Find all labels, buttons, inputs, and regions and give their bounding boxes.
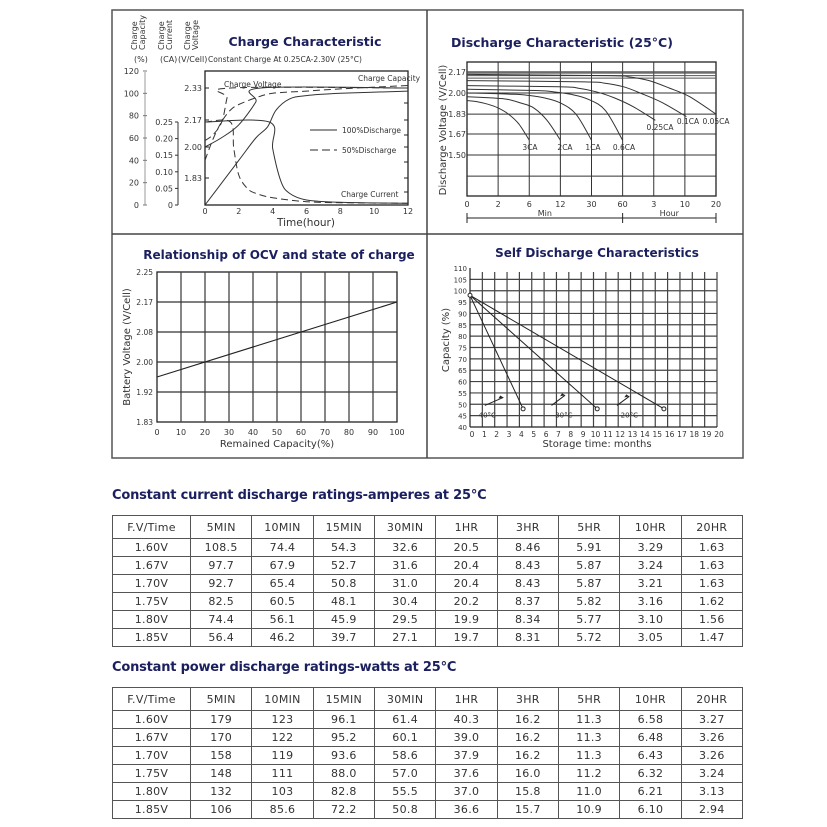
rating-cell: 20.4 <box>436 557 497 575</box>
rating-cell: 55.5 <box>374 783 435 801</box>
x-tick-label: 10 <box>679 200 690 209</box>
rating-cell: 52.7 <box>313 557 374 575</box>
chart-title: Self Discharge Characteristics <box>495 246 699 260</box>
x-tick-label: 0 <box>154 428 160 437</box>
x-tick-label: 60 <box>617 200 628 209</box>
column-header: 30MIN <box>374 516 435 539</box>
y-tick-label: 65 <box>458 367 467 376</box>
x-group-label: Hour <box>659 209 679 218</box>
x-tick-label: 0 <box>202 207 208 216</box>
rating-cell: 30.4 <box>374 593 435 611</box>
axis-header-label: Capacity <box>138 15 147 50</box>
final-voltage-cell: 1.85V <box>113 801 191 819</box>
rating-cell: 122 <box>252 729 313 747</box>
axis-header-label: Voltage <box>191 19 200 50</box>
end-point-marker <box>662 407 666 411</box>
x-tick-label: 3 <box>506 430 512 439</box>
y-tick-label: 90 <box>458 310 467 319</box>
rating-cell: 65.4 <box>252 575 313 593</box>
y-tick-label: 2.00 <box>136 358 153 367</box>
end-point-marker <box>521 407 525 411</box>
x-tick-label: 70 <box>319 428 331 437</box>
power-discharge-table <box>112 687 743 819</box>
rating-cell: 74.4 <box>191 611 252 629</box>
x-tick-label: 20 <box>710 200 722 209</box>
rating-cell: 3.24 <box>620 557 681 575</box>
x-tick-label: 8 <box>337 207 343 216</box>
x-tick-label: 8 <box>568 430 574 439</box>
current-discharge-table <box>112 515 743 647</box>
column-header: 10MIN <box>252 688 313 711</box>
x-tick-label: 2 <box>236 207 242 216</box>
y-tick-label: 80 <box>458 333 467 342</box>
rating-cell: 60.5 <box>252 593 313 611</box>
rating-cell: 1.47 <box>681 629 742 647</box>
axis-header-label: Charge <box>130 21 139 50</box>
x-tick-label: 4 <box>270 207 276 216</box>
column-header: 10HR <box>620 516 681 539</box>
rating-cell: 61.4 <box>374 711 435 729</box>
rating-cell: 3.13 <box>681 783 742 801</box>
rating-cell: 8.34 <box>497 611 558 629</box>
rating-cell: 27.1 <box>374 629 435 647</box>
y-axis-title: Discharge Voltage (V/Cell) <box>438 64 449 196</box>
voltage-tick-label: 2.17 <box>184 116 202 125</box>
x-tick-label: 4 <box>519 430 524 439</box>
rating-cell: 54.3 <box>313 539 374 557</box>
rating-cell: 5.87 <box>558 557 619 575</box>
rating-cell: 92.7 <box>191 575 252 593</box>
rating-cell: 39.7 <box>313 629 374 647</box>
chart-title: Relationship of OCV and state of charge <box>143 248 415 262</box>
current-tick-label: 0.15 <box>155 151 173 161</box>
rating-cell: 85.6 <box>252 801 313 819</box>
rating-cell: 3.29 <box>620 539 681 557</box>
self-discharge-line <box>470 295 597 409</box>
rating-cell: 2.94 <box>681 801 742 819</box>
table-row <box>113 611 743 629</box>
rating-cell: 67.9 <box>252 557 313 575</box>
y-tick-label: 2.00 <box>448 89 466 99</box>
x-tick-label: 18 <box>689 430 700 439</box>
rating-cell: 158 <box>191 747 252 765</box>
table-row <box>113 765 743 783</box>
curve-label: 0.05CA <box>702 117 730 126</box>
current-tick-label: 0.10 <box>155 167 173 177</box>
rating-cell: 3.26 <box>681 747 742 765</box>
x-tick-label: 60 <box>295 428 307 437</box>
final-voltage-cell: 1.60V <box>113 539 191 557</box>
table-row <box>113 729 743 747</box>
x-tick-label: 2 <box>495 200 501 209</box>
x-tick-label: 100 <box>389 428 405 437</box>
x-tick-label: 0 <box>469 430 475 439</box>
voltage-tick-label: 2.33 <box>184 84 202 93</box>
capacity-tick-label: 20 <box>128 178 139 188</box>
capacity-tick-label: 0 <box>133 201 139 210</box>
rating-cell: 82.8 <box>313 783 374 801</box>
axis-header-label: Charge <box>157 21 166 50</box>
x-tick-label: 90 <box>367 428 379 437</box>
x-tick-label: 20 <box>199 428 211 437</box>
curve-label: 3CA <box>522 143 538 152</box>
curve-label: 0.25CA <box>646 123 674 132</box>
y-tick-label: 110 <box>453 265 467 273</box>
x-tick-label: 12 <box>615 430 625 439</box>
y-axis-title: Capacity (%) <box>441 307 452 373</box>
rating-cell: 6.43 <box>620 747 681 765</box>
table-header-row <box>113 516 743 539</box>
axis-unit-label: (%) <box>134 55 148 64</box>
y-tick-label: 95 <box>458 299 467 308</box>
column-header: F.V/Time <box>113 516 191 539</box>
rating-cell: 58.6 <box>374 747 435 765</box>
rating-cell: 8.43 <box>497 575 558 593</box>
rating-cell: 1.63 <box>681 539 742 557</box>
table-row <box>113 711 743 729</box>
column-header: 5HR <box>558 688 619 711</box>
x-tick-label: 7 <box>556 430 561 439</box>
rating-cell: 8.46 <box>497 539 558 557</box>
rating-cell: 3.05 <box>620 629 681 647</box>
rating-cell: 5.87 <box>558 575 619 593</box>
y-tick-label: 85 <box>458 321 467 330</box>
rating-cell: 93.6 <box>313 747 374 765</box>
rating-cell: 123 <box>252 711 313 729</box>
final-voltage-cell: 1.67V <box>113 729 191 747</box>
voltage-tick-label: 2.00 <box>184 143 202 152</box>
x-tick-label: 2 <box>494 430 500 439</box>
y-tick-label: 75 <box>458 344 467 353</box>
charge-characteristic-chart <box>124 15 421 229</box>
x-tick-label: 14 <box>640 430 650 439</box>
rating-cell: 11.3 <box>558 729 619 747</box>
table-row <box>113 593 743 611</box>
rating-cell: 15.8 <box>497 783 558 801</box>
y-tick-label: 45 <box>458 412 467 421</box>
y-tick-label: 70 <box>458 355 467 364</box>
chart-title: Discharge Characteristic (25°C) <box>451 35 673 50</box>
y-tick-label: 105 <box>453 276 467 285</box>
y-tick-label: 1.67 <box>448 129 466 139</box>
x-tick-label: 11 <box>603 430 613 439</box>
column-header: 10HR <box>620 688 681 711</box>
y-tick-label: 60 <box>458 378 467 387</box>
y-tick-label: 2.17 <box>136 298 153 307</box>
curve-label: 1CA <box>585 143 601 152</box>
axis-header-label: Charge <box>183 21 192 50</box>
rating-cell: 95.2 <box>313 729 374 747</box>
rating-cell: 111 <box>252 765 313 783</box>
y-tick-label: 55 <box>458 389 467 398</box>
x-axis-title: Remained Capacity(%) <box>219 439 335 450</box>
rating-cell: 45.9 <box>313 611 374 629</box>
x-tick-label: 0 <box>464 200 470 209</box>
table-row <box>113 747 743 765</box>
x-tick-label: 20 <box>714 430 724 439</box>
x-tick-label: 19 <box>701 430 712 439</box>
legend-label: 100%Discharge <box>342 126 402 135</box>
rating-cell: 20.4 <box>436 575 497 593</box>
chart-subtitle: Constant Charge At 0.25CA-2.30V (25°C) <box>208 55 362 64</box>
legend-label: 50%Discharge <box>342 146 397 155</box>
x-tick-label: 6 <box>526 200 532 209</box>
rating-cell: 16.2 <box>497 747 558 765</box>
curve-label: 0.1CA <box>676 117 700 126</box>
x-tick-label: 6 <box>543 430 549 439</box>
final-voltage-cell: 1.75V <box>113 765 191 783</box>
rating-cell: 10.9 <box>558 801 619 819</box>
rating-cell: 179 <box>191 711 252 729</box>
table-header-row <box>113 688 743 711</box>
x-tick-label: 9 <box>580 430 586 439</box>
curve-label: 0.6CA <box>612 143 636 152</box>
table-row <box>113 539 743 557</box>
y-tick-label: 100 <box>453 287 467 296</box>
column-header: 20HR <box>681 688 742 711</box>
column-header: 1HR <box>436 688 497 711</box>
self-discharge-line <box>470 295 664 409</box>
rating-cell: 16.2 <box>497 711 558 729</box>
rating-cell: 6.48 <box>620 729 681 747</box>
end-point-marker <box>595 407 599 411</box>
column-header: 5MIN <box>191 688 252 711</box>
rating-cell: 37.0 <box>436 783 497 801</box>
y-tick-label: 2.25 <box>136 268 153 277</box>
rating-cell: 16.2 <box>497 729 558 747</box>
column-header: 5MIN <box>191 516 252 539</box>
x-tick-label: 10 <box>369 207 380 216</box>
final-voltage-cell: 1.85V <box>113 629 191 647</box>
annotation-label: Charge Capacity <box>358 74 421 83</box>
voltage-tick-label: 1.83 <box>184 174 202 183</box>
final-voltage-cell: 1.80V <box>113 611 191 629</box>
rating-cell: 20.2 <box>436 593 497 611</box>
x-tick-label: 1 <box>481 430 487 439</box>
discharge-curve <box>467 89 623 140</box>
rating-cell: 170 <box>191 729 252 747</box>
rating-cell: 37.9 <box>436 747 497 765</box>
rating-cell: 19.7 <box>436 629 497 647</box>
column-header: 20HR <box>681 516 742 539</box>
y-tick-label: 2.17 <box>448 67 466 77</box>
chart-title: Charge Characteristic <box>228 34 382 49</box>
rating-cell: 8.31 <box>497 629 558 647</box>
rating-cell: 31.6 <box>374 557 435 575</box>
x-tick-label: 40 <box>247 428 259 437</box>
rating-cell: 132 <box>191 783 252 801</box>
rating-cell: 5.72 <box>558 629 619 647</box>
x-tick-label: 80 <box>343 428 355 437</box>
x-tick-label: 16 <box>664 430 675 439</box>
final-voltage-cell: 1.67V <box>113 557 191 575</box>
self-discharge-line <box>470 295 523 409</box>
curve-label: 2CA <box>557 143 573 152</box>
rating-cell: 11.2 <box>558 765 619 783</box>
rating-cell: 11.3 <box>558 711 619 729</box>
current-table-title: Constant current discharge ratings-amperes at 25°C <box>112 488 487 503</box>
rating-cell: 46.2 <box>252 629 313 647</box>
final-voltage-cell: 1.70V <box>113 575 191 593</box>
rating-cell: 3.24 <box>681 765 742 783</box>
rating-cell: 37.6 <box>436 765 497 783</box>
rating-cell: 6.58 <box>620 711 681 729</box>
column-header: 10MIN <box>252 516 313 539</box>
rating-cell: 3.27 <box>681 711 742 729</box>
final-voltage-cell: 1.75V <box>113 593 191 611</box>
rating-cell: 1.56 <box>681 611 742 629</box>
rating-cell: 6.32 <box>620 765 681 783</box>
x-tick-label: 10 <box>175 428 187 437</box>
x-tick-label: 3 <box>651 200 657 209</box>
temperature-label: 30°C <box>555 411 573 420</box>
x-tick-label: 10 <box>590 430 601 439</box>
rating-cell: 48.1 <box>313 593 374 611</box>
rating-cell: 3.21 <box>620 575 681 593</box>
rating-cell: 19.9 <box>436 611 497 629</box>
column-header: 15MIN <box>313 516 374 539</box>
rating-cell: 1.63 <box>681 557 742 575</box>
rating-cell: 3.16 <box>620 593 681 611</box>
x-tick-label: 6 <box>303 207 310 216</box>
rating-cell: 108.5 <box>191 539 252 557</box>
rating-cell: 82.5 <box>191 593 252 611</box>
rating-cell: 8.37 <box>497 593 558 611</box>
axis-header-label: Current <box>165 19 174 50</box>
x-group-label: Min <box>537 209 552 218</box>
rating-cell: 20.5 <box>436 539 497 557</box>
column-header: 1HR <box>436 516 497 539</box>
rating-cell: 60.1 <box>374 729 435 747</box>
table-row <box>113 575 743 593</box>
column-header: 5HR <box>558 516 619 539</box>
rating-cell: 29.5 <box>374 611 435 629</box>
table-row <box>113 629 743 647</box>
y-tick-label: 1.83 <box>448 110 466 120</box>
rating-cell: 3.10 <box>620 611 681 629</box>
x-tick-label: 13 <box>627 430 638 439</box>
x-tick-label: 12 <box>555 200 566 209</box>
start-point-marker <box>468 293 472 297</box>
rating-cell: 74.4 <box>252 539 313 557</box>
capacity-tick-label: 60 <box>128 134 139 143</box>
discharge-characteristic-chart <box>438 35 730 223</box>
current-tick-label: 0.05 <box>155 184 173 194</box>
rating-cell: 15.7 <box>497 801 558 819</box>
x-tick-label: 5 <box>531 430 537 439</box>
rating-cell: 88.0 <box>313 765 374 783</box>
y-tick-label: 2.08 <box>136 328 153 337</box>
ocv-chart <box>122 248 415 450</box>
x-tick-label: 30 <box>223 428 235 437</box>
rating-cell: 1.62 <box>681 593 742 611</box>
rating-cell: 50.8 <box>313 575 374 593</box>
y-axis-title: Battery Voltage (V/Cell) <box>122 288 133 406</box>
annotation-label: Charge Voltage <box>224 80 282 89</box>
rating-cell: 72.2 <box>313 801 374 819</box>
y-tick-label: 1.92 <box>136 388 153 397</box>
rating-cell: 16.0 <box>497 765 558 783</box>
rating-cell: 5.91 <box>558 539 619 557</box>
rating-cell: 31.0 <box>374 575 435 593</box>
rating-cell: 119 <box>252 747 313 765</box>
rating-cell: 8.43 <box>497 557 558 575</box>
rating-cell: 36.6 <box>436 801 497 819</box>
final-voltage-cell: 1.60V <box>113 711 191 729</box>
y-tick-label: 1.50 <box>448 151 466 161</box>
column-header: 3HR <box>497 516 558 539</box>
final-voltage-cell: 1.80V <box>113 783 191 801</box>
rating-cell: 11.0 <box>558 783 619 801</box>
x-axis-title: Storage time: months <box>542 439 652 450</box>
rating-cell: 1.63 <box>681 575 742 593</box>
column-header: 3HR <box>497 688 558 711</box>
rating-cell: 6.21 <box>620 783 681 801</box>
capacity-tick-label: 80 <box>128 111 139 121</box>
y-tick-label: 50 <box>458 401 467 410</box>
current-tick-label: 0.20 <box>155 134 173 144</box>
final-voltage-cell: 1.70V <box>113 747 191 765</box>
self-discharge-chart <box>441 246 724 450</box>
rating-cell: 32.6 <box>374 539 435 557</box>
current-tick-label: 0 <box>167 201 173 210</box>
column-header: 15MIN <box>313 688 374 711</box>
column-header: F.V/Time <box>113 688 191 711</box>
capacity-tick-label: 100 <box>123 89 139 99</box>
x-tick-label: 50 <box>271 428 283 437</box>
table-row <box>113 801 743 819</box>
rating-cell: 5.77 <box>558 611 619 629</box>
rating-cell: 3.26 <box>681 729 742 747</box>
annotation-label: Charge Current <box>341 190 399 199</box>
x-tick-label: 12 <box>402 207 414 216</box>
rating-cell: 5.82 <box>558 593 619 611</box>
rating-cell: 11.3 <box>558 747 619 765</box>
rating-cell: 6.10 <box>620 801 681 819</box>
rating-cell: 40.3 <box>436 711 497 729</box>
rating-cell: 56.4 <box>191 629 252 647</box>
rating-cell: 148 <box>191 765 252 783</box>
capacity-tick-label: 40 <box>128 156 139 166</box>
y-tick-label: 40 <box>458 424 467 432</box>
temperature-label: 20°C <box>620 411 638 420</box>
table-row <box>113 783 743 801</box>
x-axis-title: Time(hour) <box>277 217 335 229</box>
column-header: 30MIN <box>374 688 435 711</box>
rating-cell: 56.1 <box>252 611 313 629</box>
current-tick-label: 0.25 <box>155 118 173 127</box>
x-tick-label: 15 <box>652 430 663 439</box>
rating-cell: 50.8 <box>374 801 435 819</box>
y-tick-label: 1.83 <box>136 418 153 427</box>
table-row <box>113 557 743 575</box>
axis-unit-label: (CA) <box>160 55 178 64</box>
rating-cell: 103 <box>252 783 313 801</box>
rating-cell: 96.1 <box>313 711 374 729</box>
x-tick-label: 17 <box>677 430 687 439</box>
rating-cell: 57.0 <box>374 765 435 783</box>
temperature-label: 40°C <box>478 411 496 420</box>
rating-cell: 106 <box>191 801 252 819</box>
axis-unit-label: (V/Cell) <box>178 55 208 64</box>
rating-cell: 97.7 <box>191 557 252 575</box>
power-table-title: Constant power discharge ratings-watts at 25°C <box>112 660 457 675</box>
rating-cell: 39.0 <box>436 729 497 747</box>
x-tick-label: 30 <box>586 200 597 209</box>
capacity-tick-label: 120 <box>123 67 139 76</box>
